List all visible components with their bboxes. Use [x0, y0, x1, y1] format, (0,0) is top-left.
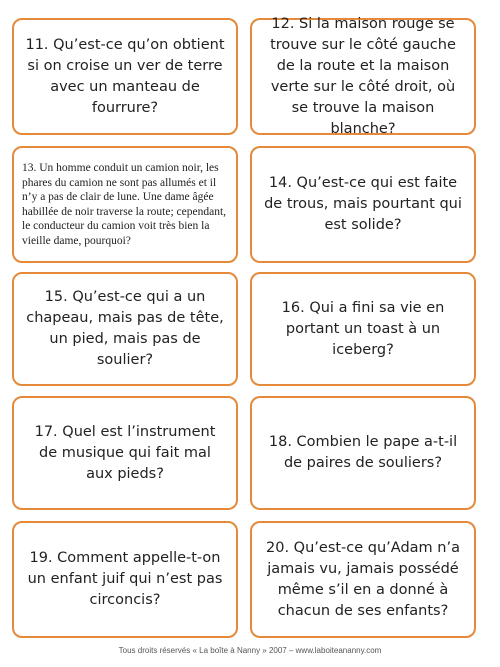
copyright-footer: Tous droits réservés « La boîte à Nanny » 2007 – www.laboiteananny.com: [118, 646, 382, 655]
riddle-card-12: [250, 15, 476, 137]
riddle-text: 12. Si la maison rouge se trouve sur le côté gauche de la route et la maison verte sur le côté droit, où se trouve la maison blanche?: [270, 15, 456, 137]
riddle-text: 11. Qu’est-ce qu’on obtient si on croise un ver de terre avec un manteau de fourrure?: [25, 36, 225, 116]
riddle-card-17: [12, 396, 238, 510]
riddle-card-20: [250, 521, 476, 638]
riddle-card-11: [12, 18, 238, 135]
riddle-card-14: [250, 146, 476, 263]
riddle-text: 15. Qu’est-ce qui a un chapeau, mais pas de tête, un pied, mais pas de soulier?: [26, 289, 224, 368]
riddle-text: 19. Comment appelle-t-on un enfant juif qui n’est pas circoncis?: [27, 550, 223, 608]
riddle-card-15: [12, 272, 238, 386]
riddle-card-18: [250, 396, 476, 510]
riddle-text: 17. Quel est l’instrument de musique qui fait mal aux pieds?: [34, 423, 216, 482]
riddle-card-16: [250, 272, 476, 386]
riddle-text: 13. Un homme conduit un camion noir, les phares du camion ne sont pas allumés et il n’y a pas de clair de lune. Une dame âgée habillée de noir traverse la route; cependant, le conducteur du camion voit très bien la vieille dame, pourquoi?: [22, 162, 227, 247]
riddle-text: 16. Qui a fini sa vie en portant un toast à un iceberg?: [281, 299, 445, 358]
riddle-card-13: [12, 146, 238, 263]
riddle-text: 18. Combien le pape a-t-il de paires de souliers?: [268, 434, 458, 471]
riddle-card-19: [12, 521, 238, 638]
riddle-text: 14. Qu’est-ce qui est faite de trous, mais pourtant qui est solide?: [264, 175, 462, 233]
riddle-text: 20. Qu’est-ce qu’Adam n’a jamais vu, jamais possédé même s’il en a donné à chacun de ses enfants?: [266, 539, 460, 619]
